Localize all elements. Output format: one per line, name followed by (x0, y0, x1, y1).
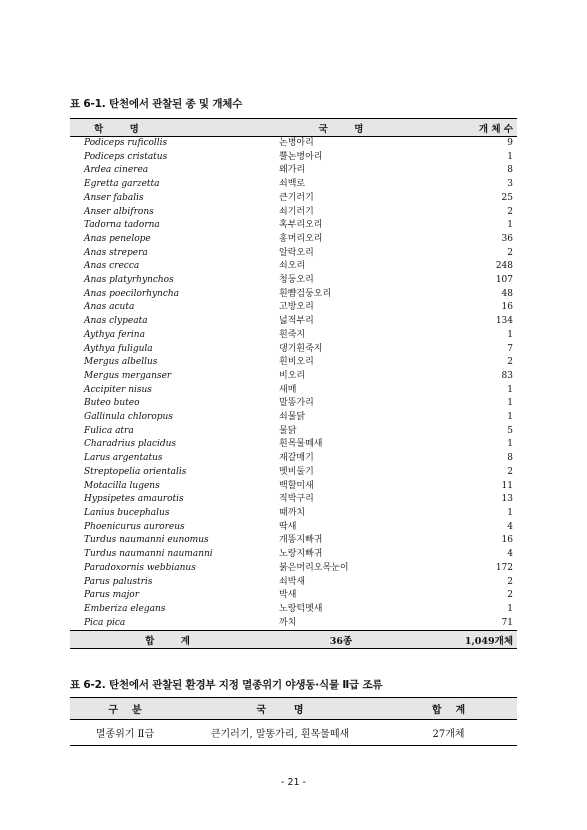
scientific-name-cell: Larus argentatus (84, 453, 163, 464)
count-cell: 3 (507, 179, 513, 190)
header-korean-name: 국 명 (180, 698, 380, 720)
korean-name-cell: 넓적부리 (279, 316, 314, 327)
scientific-name-cell: Anser fabalis (84, 192, 144, 203)
count-cell: 13 (501, 494, 513, 505)
table-row (70, 425, 517, 439)
table-row (70, 397, 517, 411)
table-row (70, 164, 517, 178)
scientific-name-cell: Turdus naumanni naumanni (84, 549, 213, 560)
korean-name-cell: 왜가리 (279, 165, 306, 176)
korean-name-cell: 새매 (279, 384, 297, 395)
table-row (70, 534, 517, 548)
table-row (70, 329, 517, 343)
header-count: 개 체 수 (417, 119, 517, 137)
table-row (70, 315, 517, 329)
scientific-name-cell: Turdus naumanni eunomus (84, 535, 209, 546)
count-cell: 8 (507, 453, 513, 464)
table-row (70, 438, 517, 452)
scientific-name-cell: Anas platyrhynchos (84, 275, 174, 286)
count-cell: 1 (507, 151, 513, 162)
count-cell: 4 (507, 521, 513, 532)
count-cell: 5 (507, 425, 513, 436)
scientific-name-cell: Anas crecca (84, 261, 140, 272)
table-row (70, 247, 517, 261)
table-row (70, 720, 517, 746)
total-count: 1,049개체 (417, 631, 517, 649)
table-total-row (70, 631, 517, 649)
scientific-name-cell: Parus major (84, 590, 140, 601)
table-row (70, 151, 517, 165)
korean-names-cell: 큰기러기, 말똥가리, 흰목물떼새 (180, 720, 380, 746)
scientific-name-cell: Aythya fuligula (84, 343, 153, 354)
scientific-name-cell: Anas clypeata (84, 316, 148, 327)
count-cell: 2 (507, 357, 513, 368)
count-cell: 107 (495, 275, 513, 286)
korean-name-cell: 쇠박새 (279, 576, 306, 587)
table-row (70, 137, 517, 151)
table-row (70, 219, 517, 233)
korean-name-cell: 때까치 (279, 507, 306, 518)
count-cell: 16 (501, 535, 513, 546)
count-cell: 2 (507, 466, 513, 477)
table-row (70, 192, 517, 206)
count-cell: 2 (507, 206, 513, 217)
korean-name-cell: 쇠백로 (279, 179, 306, 190)
table-row (70, 521, 517, 535)
count-cell: 83 (501, 370, 513, 381)
total-cell: 27개체 (380, 720, 517, 746)
table1-caption: 표 6-1. 탄천에서 관찰된 종 및 개체수 (70, 98, 243, 110)
korean-name-cell: 직박구리 (279, 494, 314, 505)
korean-name-cell: 노랑턱멧새 (279, 603, 323, 614)
scientific-name-cell: Accipiter nisus (84, 384, 152, 395)
scientific-name-cell: Phoenicurus auroreus (84, 521, 185, 532)
scientific-name-cell: Podiceps ruficollis (84, 138, 168, 148)
table-row (70, 576, 517, 590)
scientific-name-cell: Lanius bucephalus (84, 507, 170, 518)
scientific-name-cell: Anas poecilorhyncha (84, 288, 180, 299)
scientific-name-cell: Ardea cinerea (84, 165, 149, 176)
scientific-name-cell: Anas acuta (84, 302, 135, 313)
korean-name-cell: 까치 (279, 617, 297, 628)
korean-name-cell: 홍머리오리 (279, 233, 323, 244)
korean-name-cell: 멧비둘기 (279, 466, 314, 477)
count-cell: 1 (507, 412, 513, 423)
korean-name-cell: 고방오리 (279, 302, 314, 313)
korean-name-cell: 큰기러기 (279, 192, 314, 203)
korean-name-cell: 뿔논병아리 (279, 151, 323, 162)
korean-name-cell: 흰비오리 (279, 357, 314, 368)
korean-name-cell: 논병아리 (279, 138, 314, 148)
table-row (70, 384, 517, 398)
count-cell: 9 (507, 138, 513, 148)
count-cell: 2 (507, 590, 513, 601)
scientific-name-cell: Mergus merganser (84, 370, 172, 381)
count-cell: 248 (495, 261, 513, 272)
scientific-name-cell: Charadrius placidus (84, 439, 177, 450)
korean-name-cell: 흰뺨검둥오리 (279, 288, 332, 299)
count-cell: 1 (507, 439, 513, 450)
category-cell: 멸종위기 Ⅱ급 (70, 720, 180, 746)
header-total: 합 계 (380, 698, 517, 720)
scientific-name-cell: Podiceps cristatus (84, 151, 168, 162)
scientific-name-cell: Paradoxornis webbianus (84, 562, 196, 573)
count-cell: 134 (495, 316, 513, 327)
korean-name-cell: 쇠기러기 (279, 206, 314, 217)
table-row (70, 466, 517, 480)
scientific-name-cell: Streptopelia orientalis (84, 466, 187, 477)
table-row (70, 452, 517, 466)
count-cell: 1 (507, 220, 513, 231)
count-cell: 11 (501, 480, 513, 491)
count-cell: 4 (507, 549, 513, 560)
endangered-species-table (70, 697, 517, 746)
korean-name-cell: 흰죽지 (279, 329, 306, 340)
total-label: 합 계 (70, 631, 265, 649)
scientific-name-cell: Pica pica (84, 617, 126, 628)
scientific-name-cell: Anas strepera (84, 247, 148, 258)
count-cell: 36 (501, 233, 513, 244)
table-row (70, 260, 517, 274)
table-header-row (70, 698, 517, 720)
table-row (70, 562, 517, 576)
scientific-name-cell: Gallinula chloropus (84, 412, 173, 423)
scientific-name-cell: Anas penelope (84, 233, 151, 244)
scientific-name-cell: Emberiza elegans (84, 603, 166, 614)
korean-name-cell: 딱새 (279, 521, 297, 532)
count-cell: 2 (507, 576, 513, 587)
count-cell: 1 (507, 384, 513, 395)
scientific-name-cell: Buteo buteo (84, 398, 140, 409)
count-cell: 172 (495, 562, 513, 573)
korean-name-cell: 쇠물닭 (279, 412, 306, 423)
korean-name-cell: 청둥오리 (279, 275, 314, 286)
korean-name-cell: 노랑지빠귀 (279, 549, 323, 560)
korean-name-cell: 붉은머리오목눈이 (279, 562, 349, 573)
scientific-name-cell: Motacilla lugens (84, 480, 160, 491)
table-row (70, 548, 517, 562)
korean-name-cell: 재갈매기 (279, 453, 314, 464)
scientific-name-cell: Tadorna tadorna (84, 220, 160, 231)
korean-name-cell: 개똥지빠귀 (279, 535, 323, 546)
count-cell: 1 (507, 329, 513, 340)
table-row (70, 370, 517, 384)
table-header-row (70, 119, 517, 137)
korean-name-cell: 백할미새 (279, 480, 314, 491)
scientific-name-cell: Hypsipetes amaurotis (84, 494, 184, 505)
page-number: - 21 - (281, 777, 306, 788)
species-count-table (70, 118, 517, 649)
table-row (70, 178, 517, 192)
table-row (70, 343, 517, 357)
count-cell: 2 (507, 247, 513, 258)
count-cell: 1 (507, 603, 513, 614)
scientific-name-cell: Fulica atra (84, 425, 134, 436)
table-row (70, 274, 517, 288)
table-row (70, 301, 517, 315)
scientific-name-cell: Aythya ferina (84, 329, 145, 340)
korean-name-cell: 물닭 (279, 425, 297, 436)
table-row (70, 411, 517, 425)
scientific-name-cell: Egretta garzetta (84, 179, 160, 190)
table-row (70, 603, 517, 617)
count-cell: 1 (507, 398, 513, 409)
korean-name-cell: 댕기흰죽지 (279, 343, 323, 354)
korean-name-cell: 쇠오리 (279, 261, 306, 272)
table-row (70, 589, 517, 603)
count-cell: 25 (501, 192, 513, 203)
header-category: 구 분 (70, 698, 180, 720)
table-row (70, 356, 517, 370)
korean-name-cell: 혹부리오리 (279, 220, 323, 231)
count-cell: 8 (507, 165, 513, 176)
korean-name-cell: 말똥가리 (279, 398, 314, 409)
table2-caption: 표 6-2. 탄천에서 관찰된 환경부 지정 멸종위기 야생동·식물 Ⅱ급 조류 (70, 679, 383, 691)
total-species: 36종 (265, 631, 417, 649)
header-korean-name: 국 명 (265, 119, 417, 137)
scientific-name-cell: Anser albifrons (84, 206, 154, 217)
table-row (70, 507, 517, 521)
scientific-name-cell: Parus palustris (84, 576, 153, 587)
korean-name-cell: 비오리 (279, 370, 306, 381)
table-row (70, 206, 517, 220)
korean-name-cell: 흰목물떼새 (279, 439, 323, 450)
scientific-name-cell: Mergus albellus (84, 357, 158, 368)
table-row (70, 480, 517, 494)
count-cell: 71 (501, 617, 513, 628)
count-cell: 48 (501, 288, 513, 299)
korean-name-cell: 박새 (279, 590, 297, 601)
table-row (70, 617, 517, 631)
count-cell: 7 (507, 343, 513, 354)
table-row (70, 288, 517, 302)
count-cell: 1 (507, 507, 513, 518)
table-row (70, 233, 517, 247)
korean-name-cell: 알락오리 (279, 247, 314, 258)
header-scientific-name: 학 명 (70, 119, 265, 137)
table-row (70, 493, 517, 507)
count-cell: 16 (501, 302, 513, 313)
